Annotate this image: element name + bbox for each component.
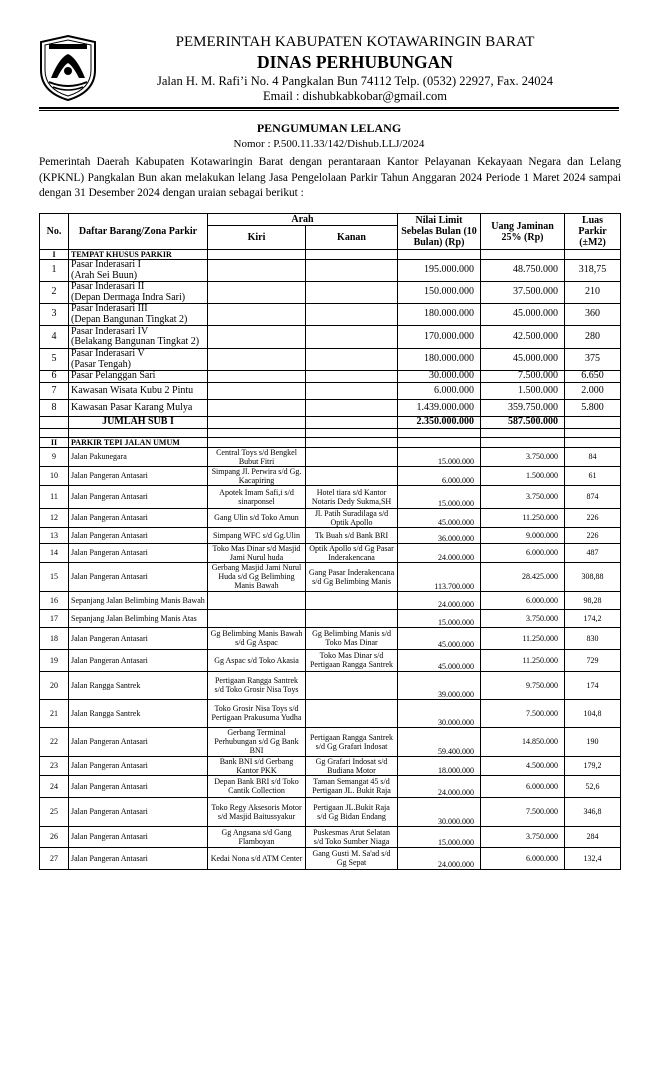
row-kiri: Gang Ulin s/d Toko Amun (208, 508, 306, 527)
row-zone-name: Jalan Pangeran Antasari (69, 527, 208, 543)
row-zone-name: Jalan Pangeran Antasari (69, 562, 208, 591)
section-header-row (40, 437, 621, 447)
row-number: 6 (40, 371, 69, 383)
row-kanan (306, 699, 398, 727)
row-jaminan-value: 3.750.000 (481, 485, 565, 508)
row-luas-value: 830 (565, 627, 621, 649)
row-luas-value: 346,8 (565, 797, 621, 826)
row-kiri: Gg Angsana s/d Gang Flamboyan (208, 826, 306, 847)
row-kiri: Gerbang Terminal Perhubungan s/d Gg Bank BNI (208, 727, 306, 756)
row-zone-name: Jalan Pangeran Antasari (69, 508, 208, 527)
row-luas-value: 2.000 (565, 383, 621, 400)
row-kanan (306, 466, 398, 485)
spacer-cell (69, 428, 208, 437)
row-number: 20 (40, 671, 69, 699)
row-number: 1 (40, 260, 69, 282)
row-kanan (306, 447, 398, 466)
row-kiri (208, 383, 306, 400)
row-limit-value: 170.000.000 (398, 326, 481, 349)
letterhead-email: Email : dishubkabkobar@gmail.com (262, 89, 448, 104)
section-empty-cell (306, 437, 398, 447)
row-kanan: Puskesmas Arut Selatan s/d Toko Sumber Niaga (306, 826, 398, 847)
row-kiri: Depan Bank BRI s/d Toko Cantik Collection (208, 775, 306, 797)
row-limit-value: 24.000.000 (398, 591, 481, 609)
row-kanan: Toko Mas Dinar s/d Pertigaan Rangga Santrek (306, 649, 398, 671)
subtotal-row (40, 417, 621, 429)
row-zone-name: Pasar Inderasari IV (Belakang Bangunan Tingkat 2) (69, 326, 208, 349)
table-row (40, 466, 621, 485)
row-zone-name: Jalan Pangeran Antasari (69, 627, 208, 649)
row-kiri: Gerbang Masjid Jami Nurul Huda s/d Gg Belimbing Manis Bawah (208, 562, 306, 591)
row-jaminan-value: 48.750.000 (481, 260, 565, 282)
row-luas-value: 190 (565, 727, 621, 756)
row-luas-value: 375 (565, 349, 621, 371)
col-header-kanan: Kanan (306, 226, 398, 250)
col-header-limit: Nilai Limit Sebelas Bulan (10 Bulan) (Rp) (398, 214, 481, 250)
row-luas-value: 61 (565, 466, 621, 485)
row-limit-value: 15.000.000 (398, 609, 481, 627)
row-zone-name: Jalan Rangga Santrek (69, 671, 208, 699)
table-body (40, 250, 621, 870)
row-number: 16 (40, 591, 69, 609)
table-row (40, 508, 621, 527)
row-luas-value: 179,2 (565, 756, 621, 775)
row-kiri: Simpang WFC s/d Gg.Ulin (208, 527, 306, 543)
row-zone-name: Jalan Pangeran Antasari (69, 756, 208, 775)
row-number: 9 (40, 447, 69, 466)
spacer-cell (40, 428, 69, 437)
table-row (40, 326, 621, 349)
section-title: TEMPAT KHUSUS PARKIR (69, 250, 208, 260)
row-zone-name: Jalan Pangeran Antasari (69, 826, 208, 847)
subtotal-no (40, 417, 69, 429)
section-empty-cell (208, 437, 306, 447)
row-number: 25 (40, 797, 69, 826)
row-kanan (306, 282, 398, 304)
letterhead-line1: PEMERINTAH KABUPATEN KOTAWARINGIN BARAT (175, 34, 535, 50)
row-kiri: Toko Mas Dinar s/d Masjid Jami Nurul huda (208, 543, 306, 562)
row-kanan (306, 591, 398, 609)
row-zone-name: Pasar Pelanggan Sari (69, 371, 208, 383)
row-limit-value: 15.000.000 (398, 447, 481, 466)
row-luas-value: 874 (565, 485, 621, 508)
row-kiri (208, 326, 306, 349)
row-limit-value: 45.000.000 (398, 508, 481, 527)
row-kiri: Apotek Imam Safi,i s/d sinarponsel (208, 485, 306, 508)
row-kiri: Simpang Jl. Perwira s/d Gg. Kacapiring (208, 466, 306, 485)
row-limit-value: 180.000.000 (398, 304, 481, 326)
row-number: 2 (40, 282, 69, 304)
table-row (40, 447, 621, 466)
row-limit-value: 36.000.000 (398, 527, 481, 543)
row-limit-value: 30.000.000 (398, 371, 481, 383)
row-zone-name: Pasar Inderasari II (Depan Dermaga Indra Sari) (69, 282, 208, 304)
kotawaringin-barat-emblem-icon (37, 34, 99, 102)
row-kanan: Taman Semangat 45 s/d Pertigaan JL. Bukit Raja (306, 775, 398, 797)
section-number: I (40, 250, 69, 260)
row-kanan: Tk Buah s/d Bank BRI (306, 527, 398, 543)
col-header-item: Daftar Barang/Zona Parkir (69, 214, 208, 250)
row-jaminan-value: 359.750.000 (481, 400, 565, 417)
letterhead-rule (39, 107, 619, 109)
row-zone-name: Kawasan Wisata Kubu 2 Pintu (69, 383, 208, 400)
intro-paragraph: Pemerintah Daerah Kabupaten Kotawaringin Barat dengan perantaraan Kantor Pelayanan Kekayaan Negara dan Lelang (KPKNL) Pangkalan Bun akan melakukan lelang Jasa Pengelolaan Parkir Tahun Anggaran 2024 Periode 1 Maret 2024 sampai dengan 31 Desember 2024 dengan uraian sebagai berikut : (39, 156, 621, 199)
row-kanan: Gang Gusti M. Sa'ad s/d Gg Sepat (306, 847, 398, 869)
subtotal-jaminan: 587.500.000 (481, 417, 565, 429)
letterhead (120, 33, 590, 105)
row-kanan: Optik Apollo s/d Gg Pasar Inderakencana (306, 543, 398, 562)
row-zone-name: Kawasan Pasar Karang Mulya (69, 400, 208, 417)
table-row (40, 797, 621, 826)
row-jaminan-value: 3.750.000 (481, 609, 565, 627)
row-kanan (306, 371, 398, 383)
row-jaminan-value: 45.000.000 (481, 304, 565, 326)
row-jaminan-value: 14.850.000 (481, 727, 565, 756)
row-jaminan-value: 9.750.000 (481, 671, 565, 699)
table-row (40, 727, 621, 756)
table-row (40, 260, 621, 282)
table-row (40, 485, 621, 508)
row-luas-value: 98,28 (565, 591, 621, 609)
row-kiri (208, 282, 306, 304)
row-luas-value: 729 (565, 649, 621, 671)
row-zone-name: Jalan Pangeran Antasari (69, 727, 208, 756)
table-row (40, 671, 621, 699)
spacer-row (40, 428, 621, 437)
row-luas-value: 210 (565, 282, 621, 304)
auction-table (39, 213, 621, 870)
col-header-arah: Arah (208, 214, 398, 226)
table-row (40, 562, 621, 591)
row-luas-value: 6.650 (565, 371, 621, 383)
row-number: 5 (40, 349, 69, 371)
table-row (40, 649, 621, 671)
row-jaminan-value: 1.500.000 (481, 466, 565, 485)
row-jaminan-value: 42.500.000 (481, 326, 565, 349)
row-limit-value: 150.000.000 (398, 282, 481, 304)
document-title: PENGUMUMAN LELANG (256, 121, 402, 135)
col-header-jaminan: Uang Jaminan 25% (Rp) (481, 214, 565, 250)
row-number: 12 (40, 508, 69, 527)
row-limit-value: 1.439.000.000 (398, 400, 481, 417)
col-header-luas: Luas Parkir (±M2) (565, 214, 621, 250)
row-kanan (306, 400, 398, 417)
row-jaminan-value: 28.425.000 (481, 562, 565, 591)
row-number: 21 (40, 699, 69, 727)
row-jaminan-value: 7.500.000 (481, 797, 565, 826)
row-kanan: Gg Belimbing Manis s/d Toko Mas Dinar (306, 627, 398, 649)
row-number: 15 (40, 562, 69, 591)
row-kiri (208, 591, 306, 609)
spacer-cell (481, 428, 565, 437)
table-row (40, 775, 621, 797)
row-limit-value: 45.000.000 (398, 649, 481, 671)
row-kiri: Toko Grosir Nisa Toys s/d Pertigaan Prakusuma Yudha (208, 699, 306, 727)
document-number: Nomor : P.500.11.33/142/Dishub.LLJ/2024 (233, 138, 425, 150)
row-limit-value: 15.000.000 (398, 485, 481, 508)
row-number: 8 (40, 400, 69, 417)
row-limit-value: 24.000.000 (398, 543, 481, 562)
row-luas-value: 174,2 (565, 609, 621, 627)
row-number: 13 (40, 527, 69, 543)
row-limit-value: 15.000.000 (398, 826, 481, 847)
row-number: 11 (40, 485, 69, 508)
subtotal-limit: 2.350.000.000 (398, 417, 481, 429)
row-kanan (306, 304, 398, 326)
row-limit-value: 6.000.000 (398, 383, 481, 400)
row-kiri (208, 260, 306, 282)
row-limit-value: 30.000.000 (398, 699, 481, 727)
table-row (40, 304, 621, 326)
row-kiri: Gg Aspac s/d Toko Akasia (208, 649, 306, 671)
table-row (40, 699, 621, 727)
col-header-no: No. (40, 214, 69, 250)
row-limit-value: 18.000.000 (398, 756, 481, 775)
row-jaminan-value: 37.500.000 (481, 282, 565, 304)
row-limit-value: 6.000.000 (398, 466, 481, 485)
subtotal-kanan (306, 417, 398, 429)
row-luas-value: 226 (565, 508, 621, 527)
row-zone-name: Jalan Pangeran Antasari (69, 466, 208, 485)
row-limit-value: 24.000.000 (398, 847, 481, 869)
row-limit-value: 24.000.000 (398, 775, 481, 797)
row-limit-value: 180.000.000 (398, 349, 481, 371)
row-number: 10 (40, 466, 69, 485)
table-row (40, 383, 621, 400)
letterhead-address: Jalan H. M. Rafi’i No. 4 Pangkalan Bun 74112 Telp. (0532) 22927, Fax. 24024 (157, 73, 553, 88)
spacer-cell (306, 428, 398, 437)
row-zone-name: Jalan Pangeran Antasari (69, 847, 208, 869)
table-row (40, 282, 621, 304)
section-empty-cell (565, 437, 621, 447)
row-kanan: Hotel tiara s/d Kantor Notaris Dedy Sukma,SH (306, 485, 398, 508)
row-limit-value: 59.400.000 (398, 727, 481, 756)
row-number: 17 (40, 609, 69, 627)
row-jaminan-value: 7.500.000 (481, 699, 565, 727)
row-jaminan-value: 11.250.000 (481, 649, 565, 671)
section-empty-cell (398, 437, 481, 447)
row-jaminan-value: 45.000.000 (481, 349, 565, 371)
row-kanan: Jl. Patih Suradilaga s/d Optik Apollo (306, 508, 398, 527)
table-row (40, 609, 621, 627)
row-luas-value: 104,8 (565, 699, 621, 727)
row-luas-value: 174 (565, 671, 621, 699)
row-number: 26 (40, 826, 69, 847)
row-luas-value: 5.800 (565, 400, 621, 417)
row-luas-value: 308,88 (565, 562, 621, 591)
row-zone-name: Jalan Pangeran Antasari (69, 543, 208, 562)
letterhead-rule-thin (39, 110, 619, 111)
table-row (40, 400, 621, 417)
row-kanan (306, 609, 398, 627)
row-zone-name: Jalan Rangga Santrek (69, 699, 208, 727)
row-jaminan-value: 6.000.000 (481, 591, 565, 609)
row-kanan: Pertigaan JL.Bukit Raja s/d Gg Bidan Endang (306, 797, 398, 826)
row-limit-value: 195.000.000 (398, 260, 481, 282)
row-jaminan-value: 11.250.000 (481, 627, 565, 649)
row-luas-value: 84 (565, 447, 621, 466)
row-kanan (306, 326, 398, 349)
row-luas-value: 360 (565, 304, 621, 326)
table-row (40, 627, 621, 649)
subtotal-kiri (208, 417, 306, 429)
row-zone-name: Pasar Inderasari I (Arah Sei Buun) (69, 260, 208, 282)
table-row (40, 349, 621, 371)
row-number: 19 (40, 649, 69, 671)
row-jaminan-value: 7.500.000 (481, 371, 565, 383)
row-zone-name: Pasar Inderasari III (Depan Bangunan Tingkat 2) (69, 304, 208, 326)
row-limit-value: 45.000.000 (398, 627, 481, 649)
row-kiri: Bank BNI s/d Gerbang Kantor PKK (208, 756, 306, 775)
row-number: 24 (40, 775, 69, 797)
row-jaminan-value: 3.750.000 (481, 447, 565, 466)
row-kanan (306, 671, 398, 699)
table-row (40, 591, 621, 609)
section-empty-cell (481, 437, 565, 447)
row-kiri (208, 304, 306, 326)
row-zone-name: Pasar Inderasari V (Pasar Tengah) (69, 349, 208, 371)
row-kanan: Gang Pasar Inderakencana s/d Gg Belimbing Manis (306, 562, 398, 591)
subtotal-luas (565, 417, 621, 429)
row-number: 22 (40, 727, 69, 756)
row-jaminan-value: 3.750.000 (481, 826, 565, 847)
row-number: 7 (40, 383, 69, 400)
row-number: 3 (40, 304, 69, 326)
row-kiri (208, 371, 306, 383)
row-number: 4 (40, 326, 69, 349)
row-kanan (306, 383, 398, 400)
spacer-cell (398, 428, 481, 437)
row-zone-name: Jalan Pangeran Antasari (69, 485, 208, 508)
row-luas-value: 132,4 (565, 847, 621, 869)
row-kiri (208, 609, 306, 627)
row-number: 14 (40, 543, 69, 562)
row-kiri: Central Toys s/d Bengkel Bubut Fitri (208, 447, 306, 466)
col-header-kiri: Kiri (208, 226, 306, 250)
row-luas-value: 487 (565, 543, 621, 562)
row-jaminan-value: 11.250.000 (481, 508, 565, 527)
row-zone-name: Jalan Pangeran Antasari (69, 797, 208, 826)
table-row (40, 826, 621, 847)
row-kanan (306, 349, 398, 371)
spacer-cell (208, 428, 306, 437)
row-limit-value: 113.700.000 (398, 562, 481, 591)
row-limit-value: 39.000.000 (398, 671, 481, 699)
row-jaminan-value: 6.000.000 (481, 775, 565, 797)
row-kiri (208, 400, 306, 417)
row-luas-value: 284 (565, 826, 621, 847)
row-kanan: Pertigaan Rangga Santrek s/d Gg Grafari Indosat (306, 727, 398, 756)
row-jaminan-value: 4.500.000 (481, 756, 565, 775)
section-title: PARKIR TEPI JALAN UMUM (69, 437, 208, 447)
table-row (40, 543, 621, 562)
row-zone-name: Sepanjang Jalan Belimbing Manis Atas (69, 609, 208, 627)
row-luas-value: 226 (565, 527, 621, 543)
row-luas-value: 280 (565, 326, 621, 349)
table-row (40, 756, 621, 775)
row-kiri: Kedai Nona s/d ATM Center (208, 847, 306, 869)
row-jaminan-value: 6.000.000 (481, 847, 565, 869)
row-luas-value: 318,75 (565, 260, 621, 282)
row-number: 23 (40, 756, 69, 775)
row-jaminan-value: 6.000.000 (481, 543, 565, 562)
row-zone-name: Jalan Pangeran Antasari (69, 649, 208, 671)
row-kanan: Gg Grafari Indosat s/d Budiana Motor (306, 756, 398, 775)
table-row (40, 527, 621, 543)
row-kiri (208, 349, 306, 371)
row-kiri: Pertigaan Rangga Santrek s/d Toko Grosir Nisa Toys (208, 671, 306, 699)
row-zone-name: Jalan Pakunegara (69, 447, 208, 466)
row-number: 18 (40, 627, 69, 649)
letterhead-agency: DINAS PERHUBUNGAN (257, 51, 453, 72)
row-number: 27 (40, 847, 69, 869)
table-row (40, 371, 621, 383)
row-luas-value: 52,6 (565, 775, 621, 797)
section-number: II (40, 437, 69, 447)
row-jaminan-value: 9.000.000 (481, 527, 565, 543)
spacer-cell (565, 428, 621, 437)
row-kiri: Gg Belimbing Manis Bawah s/d Gg Aspac (208, 627, 306, 649)
row-kiri: Toko Regy Aksesoris Motor s/d Masjid Baitussyakur (208, 797, 306, 826)
subtotal-label: JUMLAH SUB I (69, 417, 208, 429)
row-kanan (306, 260, 398, 282)
row-jaminan-value: 1.500.000 (481, 383, 565, 400)
row-zone-name: Jalan Pangeran Antasari (69, 775, 208, 797)
row-limit-value: 30.000.000 (398, 797, 481, 826)
row-zone-name: Sepanjang Jalan Belimbing Manis Bawah (69, 591, 208, 609)
table-row (40, 847, 621, 869)
